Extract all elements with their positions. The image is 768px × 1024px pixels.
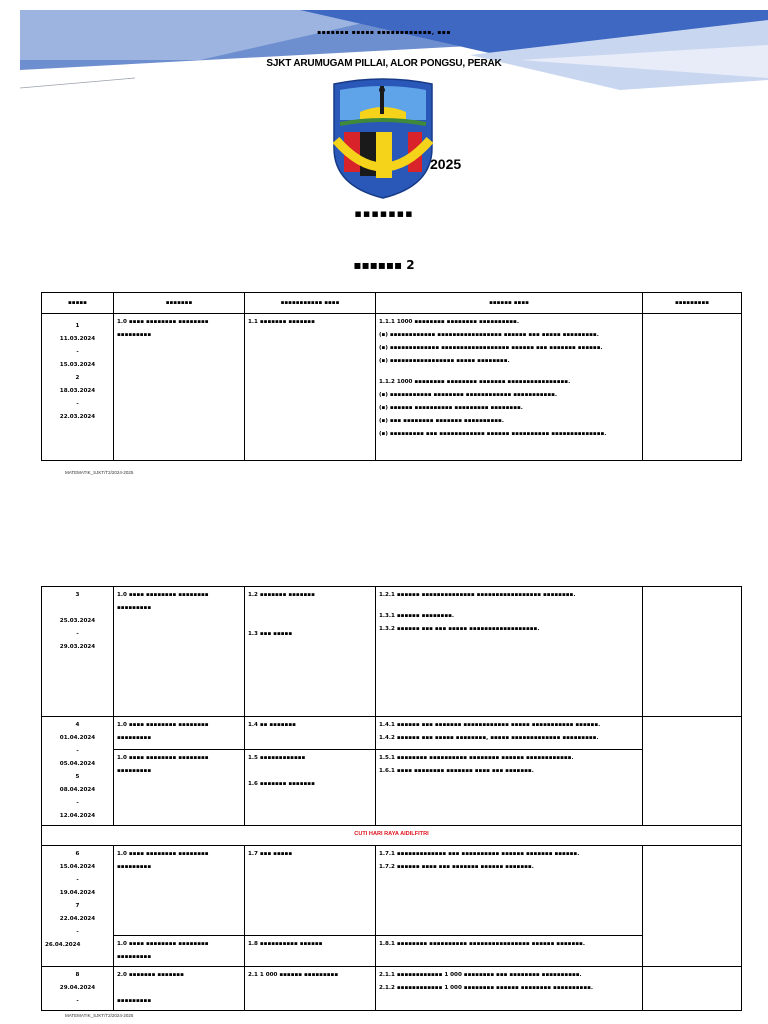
learning-standard-cell: 1.5.1 ▪▪▪▪▪▪▪▪ ▪▪▪▪▪▪▪▪▪▪ ▪▪▪▪▪▪▪▪ ▪▪▪▪▪▪ ▪▪▪▪▪▪▪▪▪▪▪▪. 1.6.1 ▪▪▪▪ ▪▪▪▪▪▪▪▪ ▪▪▪▪▪▪▪ ▪▪▪▪ ▪▪▪ ▪▪▪▪▪▪▪. <box>376 749 643 825</box>
unit-cell: 1.0 ▪▪▪▪ ▪▪▪▪▪▪▪▪ ▪▪▪▪▪▪▪▪ ▪▪▪▪▪▪▪▪▪ <box>114 314 245 461</box>
table-row <box>42 314 742 461</box>
page-footer: MATEMATIK_SJKT/T2/2024-2025 <box>65 470 134 475</box>
table-row <box>42 717 742 750</box>
year-label: 2025 <box>430 156 462 172</box>
notes-cell <box>643 314 742 461</box>
unit-cell: 1.0 ▪▪▪▪ ▪▪▪▪▪▪▪▪ ▪▪▪▪▪▪▪▪ ▪▪▪▪▪▪▪▪▪ <box>114 846 245 936</box>
school-crest-logo <box>330 76 436 200</box>
header-unit: ▪▪▪▪▪▪▪ <box>114 293 245 314</box>
content-standard-cell: 1.8 ▪▪▪▪▪▪▪▪▪▪ ▪▪▪▪▪▪ <box>245 936 376 967</box>
content-standard-cell: 2.1 1 000 ▪▪▪▪▪▪ ▪▪▪▪▪▪▪▪▪ <box>245 967 376 1011</box>
notes-cell <box>643 967 742 1011</box>
content-standard-cell: 1.7 ▪▪▪ ▪▪▪▪▪ <box>245 846 376 936</box>
scheme-table-page-2 <box>41 586 742 1011</box>
learning-standard-cell: 1.2.1 ▪▪▪▪▪▪ ▪▪▪▪▪▪▪▪▪▪▪▪▪▪ ▪▪▪▪▪▪▪▪▪▪▪▪▪▪▪▪▪ ▪▪▪▪▪▪▪▪. 1.3.1 ▪▪▪▪▪▪ ▪▪▪▪▪▪▪▪. 1.3.2 ▪▪▪▪▪▪ ▪▪▪ ▪▪▪ ▪▪▪▪▪ ▪▪▪▪▪▪▪▪▪▪▪▪▪▪▪▪▪▪. <box>376 587 643 717</box>
learning-standard-cell: 2.1.1 ▪▪▪▪▪▪▪▪▪▪▪▪ 1 000 ▪▪▪▪▪▪▪▪ ▪▪▪ ▪▪▪▪▪▪▪▪ ▪▪▪▪▪▪▪▪▪▪. 2.1.2 ▪▪▪▪▪▪▪▪▪▪▪▪ 1 000 ▪▪▪▪▪▪▪▪ ▪▪▪▪▪▪ ▪▪▪▪▪▪▪▪ ▪▪▪▪▪▪▪▪▪▪. <box>376 967 643 1011</box>
content-standard-cell: 1.4 ▪▪ ▪▪▪▪▪▪▪ <box>245 717 376 750</box>
unit-cell: 2.0 ▪▪▪▪▪▪▪ ▪▪▪▪▪▪▪ ▪▪▪▪▪▪▪▪▪ <box>114 967 245 1011</box>
notes-cell <box>643 717 742 826</box>
school-name: SJKT ARUMUGAM PILLAI, ALOR PONGSU, PERAK <box>266 58 502 69</box>
header-notes: ▪▪▪▪▪▪▪▪▪ <box>643 293 742 314</box>
unit-cell: 1.0 ▪▪▪▪ ▪▪▪▪▪▪▪▪ ▪▪▪▪▪▪▪▪ ▪▪▪▪▪▪▪▪▪ <box>114 717 245 750</box>
notes-cell <box>643 587 742 717</box>
unit-cell: 1.0 ▪▪▪▪ ▪▪▪▪▪▪▪▪ ▪▪▪▪▪▪▪▪ ▪▪▪▪▪▪▪▪▪ <box>114 749 245 825</box>
unit-cell: 1.0 ▪▪▪▪ ▪▪▪▪▪▪▪▪ ▪▪▪▪▪▪▪▪ ▪▪▪▪▪▪▪▪▪ <box>114 587 245 717</box>
unit-cell: 1.0 ▪▪▪▪ ▪▪▪▪▪▪▪▪ ▪▪▪▪▪▪▪▪ ▪▪▪▪▪▪▪▪▪ <box>114 936 245 967</box>
holiday-row <box>42 826 742 846</box>
notes-cell <box>643 846 742 967</box>
year-heading: ▪▪▪▪▪▪ 2 <box>353 258 415 272</box>
content-standard-cell: 1.5 ▪▪▪▪▪▪▪▪▪▪▪▪ 1.6 ▪▪▪▪▪▪▪ ▪▪▪▪▪▪▪ <box>245 749 376 825</box>
learning-standard-cell: 1.7.1 ▪▪▪▪▪▪▪▪▪▪▪▪▪ ▪▪▪ ▪▪▪▪▪▪▪▪▪▪ ▪▪▪▪▪▪ ▪▪▪▪▪▪▪ ▪▪▪▪▪▪. 1.7.2 ▪▪▪▪▪▪ ▪▪▪▪ ▪▪▪ ▪▪▪▪▪▪▪ ▪▪▪▪▪▪ ▪▪▪▪▪▪▪. <box>376 846 643 936</box>
table-row <box>42 936 742 967</box>
table-row <box>42 587 742 717</box>
learning-standard-cell: 1.1.1 1000 ▪▪▪▪▪▪▪▪ ▪▪▪▪▪▪▪▪ ▪▪▪▪▪▪▪▪▪▪. (▪) ▪▪▪▪▪▪▪▪▪▪▪▪ ▪▪▪▪▪▪▪▪▪▪▪▪▪▪▪▪▪ ▪▪▪▪▪▪ ▪▪▪ ▪▪▪▪▪ ▪▪▪▪▪▪▪▪▪. (▪) ▪▪▪▪▪▪▪▪▪▪▪▪▪ ▪▪▪▪▪▪▪▪▪▪▪▪▪▪▪▪▪▪ ▪▪▪▪▪▪ ▪▪▪ ▪▪▪▪▪▪▪ ▪▪▪▪▪▪. (▪) ▪▪▪▪▪▪▪▪▪▪▪▪▪▪▪▪▪ ▪▪▪▪▪ ▪▪▪▪▪▪▪▪. 1.1.2 1000 ▪▪▪▪▪▪▪▪ ▪▪▪▪▪▪▪▪ ▪▪▪▪▪▪▪ ▪▪▪▪▪▪▪▪▪▪▪▪▪▪▪▪. (▪) ▪▪▪▪▪▪▪▪▪▪▪ ▪▪▪▪▪▪▪▪ ▪▪▪▪▪▪▪▪▪▪▪▪ ▪▪▪▪▪▪▪▪▪▪▪. (▪) ▪▪▪▪▪▪ ▪▪▪▪▪▪▪▪▪▪ ▪▪▪▪▪▪▪▪▪ ▪▪▪▪▪▪▪▪. (▪) ▪▪▪ ▪▪▪▪▪▪▪▪ ▪▪▪▪▪▪▪ ▪▪▪▪▪▪▪▪▪▪. (▪) ▪▪▪▪▪▪▪▪▪ ▪▪▪ ▪▪▪▪▪▪▪▪▪▪▪▪ ▪▪▪▪▪▪ ▪▪▪▪▪▪▪▪▪▪ ▪▪▪▪▪▪▪▪▪▪▪▪▪▪. <box>376 314 643 461</box>
content-standard-cell: 1.1 ▪▪▪▪▪▪▪ ▪▪▪▪▪▪▪ <box>245 314 376 461</box>
header-content-standard: ▪▪▪▪▪▪▪▪▪▪▪ ▪▪▪▪ <box>245 293 376 314</box>
scheme-table-page-1 <box>41 292 742 461</box>
week-cell: 6 15.04.2024 - 19.04.2024 7 22.04.2024 - 26.04.2024 <box>42 846 114 967</box>
week-cell: 1 11.03.2024 - 15.03.2024 2 18.03.2024 - 22.03.2024 <box>42 314 114 461</box>
document-header-line: ▪▪▪▪▪▪▪ ▪▪▪▪▪ ▪▪▪▪▪▪▪▪▪▪▪▪, ▪▪▪ <box>317 29 451 36</box>
week-cell: 4 01.04.2024 - 05.04.2024 5 08.04.2024 - 12.04.2024 <box>42 717 114 826</box>
page-footer: MATEMATIK_SJKT/T2/2024-2025 <box>65 1013 134 1018</box>
learning-standard-cell: 1.4.1 ▪▪▪▪▪▪ ▪▪▪ ▪▪▪▪▪▪▪ ▪▪▪▪▪▪▪▪▪▪▪▪ ▪▪▪▪▪ ▪▪▪▪▪▪▪▪▪▪▪ ▪▪▪▪▪▪. 1.4.2 ▪▪▪▪▪▪ ▪▪▪ ▪▪▪▪▪ ▪▪▪▪▪▪▪▪, ▪▪▪▪▪ ▪▪▪▪▪▪▪▪▪▪▪▪▪ ▪▪▪▪▪▪▪▪▪. <box>376 717 643 750</box>
table-row <box>42 967 742 1011</box>
subject-title: ▪▪▪▪▪▪▪ <box>354 207 414 220</box>
table-header-row <box>42 293 742 314</box>
header-week: ▪▪▪▪▪ <box>42 293 114 314</box>
header-learning-standard: ▪▪▪▪▪▪ ▪▪▪▪ <box>376 293 643 314</box>
content-standard-cell: 1.2 ▪▪▪▪▪▪▪ ▪▪▪▪▪▪▪ 1.3 ▪▪▪ ▪▪▪▪▪ <box>245 587 376 717</box>
table-row <box>42 749 742 825</box>
learning-standard-cell: 1.8.1 ▪▪▪▪▪▪▪▪ ▪▪▪▪▪▪▪▪▪▪ ▪▪▪▪▪▪▪▪▪▪▪▪▪▪▪▪ ▪▪▪▪▪▪ ▪▪▪▪▪▪▪. <box>376 936 643 967</box>
week-cell: 3 25.03.2024 - 29.03.2024 <box>42 587 114 717</box>
table-row <box>42 846 742 936</box>
holiday-label: CUTI HARI RAYA AIDILFITRI <box>42 826 742 846</box>
week-cell: 8 29.04.2024 - <box>42 967 114 1011</box>
